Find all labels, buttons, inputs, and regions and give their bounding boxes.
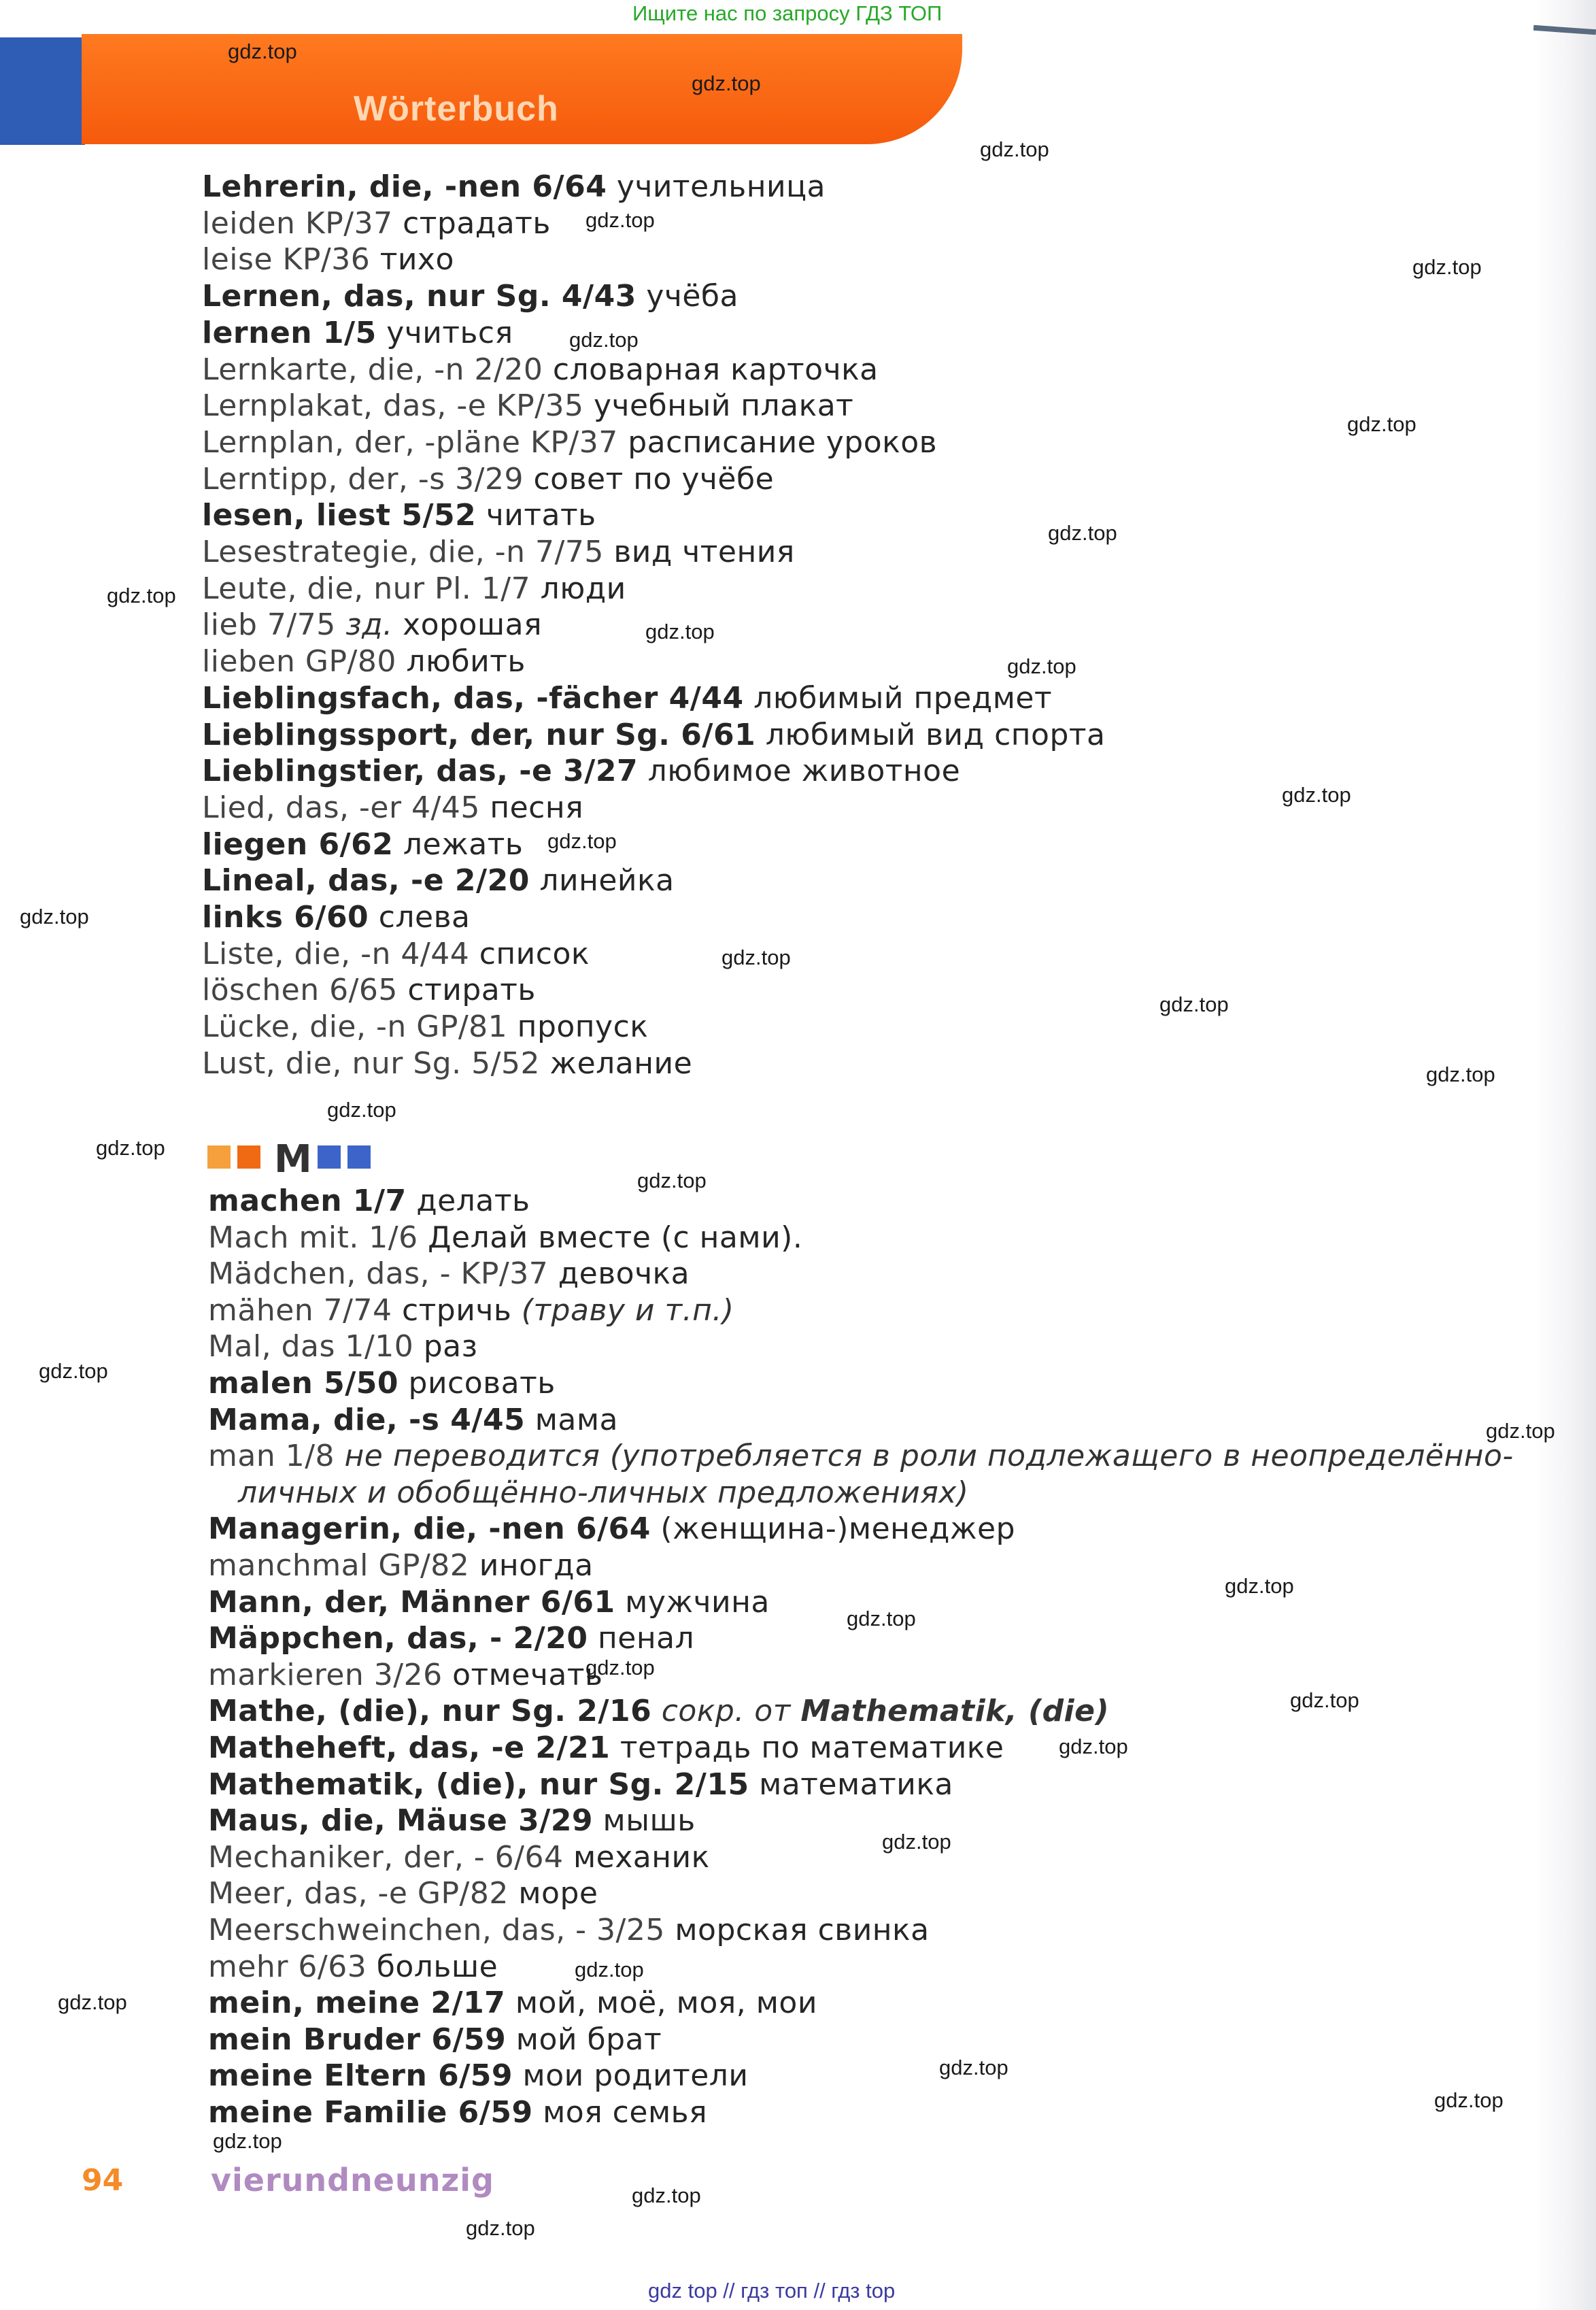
dictionary-entry (208, 1186, 530, 1216)
entry-translation: вид чтения (613, 535, 795, 569)
entry-translation: линейка (539, 863, 675, 899)
entry-translation: совет по учёбе (533, 461, 775, 497)
entry-note: не переводится (употребляется в роли подлежащего в неопределённо- (344, 1439, 1514, 1474)
watermark: gdz.top (20, 905, 89, 928)
entry-headword: Mach mit. 1/6 (208, 1220, 418, 1255)
watermark: gdz.top (58, 1990, 127, 2014)
entry-abbreviation: сокр. от (661, 1694, 791, 1729)
watermark: gdz.top (547, 829, 617, 853)
entry-headword: machen 1/7 (208, 1184, 407, 1218)
entry-translation: список (479, 936, 590, 971)
dictionary-entry (208, 1876, 598, 1911)
top-note: Ищите нас по запросу ГДЗ ТОП (632, 1, 943, 25)
dictionary-entry (208, 1803, 696, 1839)
entry-translation: учиться (386, 315, 513, 350)
entry-translation: учёба (646, 279, 739, 314)
watermark: gdz.top (1434, 2088, 1504, 2112)
entry-translation: читать (486, 498, 596, 533)
entry-headword: lieb 7/75 (202, 607, 336, 643)
entry-headword: Lernplan, der, -pläne KP/37 (202, 424, 618, 460)
entry-translation: пропуск (517, 1009, 649, 1045)
watermark: gdz.top (632, 2183, 701, 2207)
watermark: gdz.top (1225, 1574, 1294, 1598)
entry-headword: malen 5/50 (208, 1366, 399, 1401)
entry-translation: мой, моё, моя, мои (515, 1986, 817, 2021)
entry-translation: страдать (403, 205, 551, 241)
entry-headword: lernen 1/5 (202, 315, 377, 350)
entry-translation: пенал (597, 1621, 695, 1656)
section-square-3 (318, 1145, 341, 1169)
watermark: gdz.top (637, 1169, 707, 1192)
entry-headword: Mäppchen, das, - 2/20 (208, 1621, 588, 1656)
entry-headword: Lieblingssport, der, nur Sg. 6/61 (202, 717, 756, 752)
entry-headword: Lücke, die, -n GP/81 (202, 1009, 508, 1045)
entry-translation: любимый предмет (753, 680, 1053, 716)
entry-translation: мои родители (522, 2058, 749, 2094)
entry-headword: leise KP/36 (202, 242, 371, 278)
entry-headword: Lernen, das, nur Sg. 4/43 (202, 279, 636, 314)
entry-reference: Mathematik, (die) (800, 1694, 1110, 1729)
watermark: gdz.top (1486, 1419, 1555, 1443)
watermark: gdz.top (1007, 654, 1076, 678)
entry-abbreviation: зд. (345, 607, 393, 643)
watermark: gdz.top (1290, 1688, 1359, 1712)
watermark: gdz.top (645, 620, 715, 643)
section-letter: M (274, 1137, 312, 1182)
watermark: gdz.top (1048, 521, 1117, 545)
entry-headword: Mathe, (die), nur Sg. 2/16 (208, 1694, 652, 1729)
dictionary-entry (208, 1366, 556, 1401)
watermark: gdz.top (585, 1656, 655, 1679)
entry-headword: mein, meine 2/17 (208, 1986, 506, 2021)
watermark: gdz.top (939, 2056, 1008, 2079)
entry-translation: любить (406, 644, 526, 680)
dictionary-entry (208, 1402, 618, 1437)
entry-translation: стричь (401, 1292, 512, 1328)
entry-translation: мужчина (625, 1584, 770, 1620)
entry-headword: Meerschweinchen, das, - 3/25 (208, 1913, 665, 1947)
entry-headword: Lernkarte, die, -n 2/20 (202, 352, 543, 387)
entry-translation: лежать (403, 826, 524, 862)
watermark: gdz.top (585, 208, 655, 232)
dictionary-entry (208, 1439, 1514, 1474)
entry-translation: песня (490, 790, 584, 825)
entry-translation: стирать (407, 973, 536, 1008)
entry-translation: больше (376, 1949, 498, 1984)
entry-headword: links 6/60 (202, 900, 369, 935)
dictionary-entry (208, 1329, 478, 1365)
entry-translation: (женщина-)менеджер (660, 1511, 1016, 1547)
entry-headword: lesen, liest 5/52 (202, 498, 477, 533)
entry-headword: mähen 7/74 (208, 1292, 392, 1328)
dictionary-entry (208, 2095, 708, 2130)
entry-headword: Mal, das 1/10 (208, 1329, 414, 1365)
watermark: gdz.top (692, 71, 761, 95)
entry-headword: Mädchen, das, - KP/37 (208, 1256, 549, 1292)
entry-headword: Liste, die, -n 4/44 (202, 936, 470, 971)
dictionary-entry (208, 1256, 690, 1292)
watermark: gdz.top (882, 1830, 951, 1854)
dictionary-entry (208, 1986, 817, 2021)
watermark: gdz.top (1159, 992, 1229, 1016)
dictionary-entry (208, 1915, 930, 1945)
section-square-1 (207, 1145, 231, 1169)
entry-headword: Lieblingstier, das, -e 3/27 (202, 754, 639, 789)
entry-translation: мой брат (515, 2022, 662, 2057)
watermark: gdz.top (213, 2129, 282, 2153)
entry-translation: механик (573, 1839, 710, 1875)
watermark: gdz.top (1426, 1062, 1495, 1086)
entry-headword: lieben GP/80 (202, 644, 396, 680)
watermark: gdz.top (327, 1098, 396, 1122)
entry-translation: морская свинка (675, 1913, 930, 1947)
watermark: gdz.top (466, 2216, 535, 2240)
entry-translation: любимое животное (647, 754, 961, 789)
watermark: gdz.top (980, 137, 1049, 161)
watermark: gdz.top (96, 1136, 165, 1160)
entry-headword: mehr 6/63 (208, 1949, 367, 1984)
entry-headword: Lehrerin, die, -nen 6/64 (202, 169, 607, 204)
entry-headword: liegen 6/62 (202, 826, 394, 862)
dictionary-entry (208, 1220, 803, 1255)
page-number-word: vierundneunzig (211, 2162, 494, 2198)
entry-headword: Lieblingsfach, das, -fächer 4/44 (202, 680, 744, 716)
entry-translation: девочка (558, 1256, 690, 1292)
entry-translation: люди (540, 571, 626, 606)
entry-headword: Lesestrategie, die, -n 7/75 (202, 535, 604, 569)
entry-headword: Lust, die, nur Sg. 5/52 (202, 1045, 540, 1081)
entry-translation: раз (423, 1329, 478, 1365)
entry-translation: математика (759, 1767, 953, 1802)
entry-translation: расписание уроков (628, 424, 938, 460)
entry-headword: Mama, die, -s 4/45 (208, 1402, 526, 1437)
dictionary-entry (238, 1475, 969, 1510)
entry-headword: markieren 3/26 (208, 1657, 443, 1692)
entry-headword: meine Eltern 6/59 (208, 2058, 513, 2094)
page-title: Wörterbuch (354, 89, 559, 129)
entry-translation: делать (416, 1184, 530, 1218)
entry-translation: словарная карточка (552, 352, 879, 387)
watermark: gdz.top (1412, 255, 1482, 279)
entry-translation: моя семья (543, 2095, 708, 2130)
entry-headword: man 1/8 (208, 1439, 335, 1474)
entry-translation: желание (549, 1045, 693, 1081)
entry-headword: mein Bruder 6/59 (208, 2022, 507, 2057)
entry-translation: слева (378, 900, 471, 935)
section-square-2 (237, 1145, 260, 1169)
watermark: gdz.top (847, 1607, 916, 1630)
dictionary-entry (208, 1621, 695, 1656)
entry-headword: manchmal GP/82 (208, 1548, 470, 1583)
entry-headword: Mechaniker, der, - 6/64 (208, 1839, 564, 1875)
entry-translation: Делай вместе (с нами). (428, 1220, 803, 1255)
entry-translation: мышь (602, 1803, 696, 1839)
entry-headword: Lineal, das, -e 2/20 (202, 863, 530, 899)
dictionary-entry (208, 1730, 1004, 1765)
entry-headword: löschen 6/65 (202, 973, 398, 1008)
entry-translation: море (518, 1876, 598, 1911)
entry-translation: тетрадь по математике (619, 1730, 1004, 1765)
watermark: gdz.top (569, 328, 639, 352)
watermark: gdz.top (39, 1359, 108, 1383)
watermark: gdz.top (228, 39, 297, 63)
entry-translation: любимый вид спорта (765, 717, 1106, 752)
dictionary-entry (208, 1511, 1016, 1547)
entry-note: личных и обобщённо-личных предложениях) (238, 1475, 969, 1510)
entry-translation: иногда (479, 1548, 594, 1583)
bottom-note: gdz top // гдз топ // гдз top (648, 2279, 896, 2303)
entry-translation: тихо (379, 242, 454, 278)
entry-translation: учебный плакат (593, 388, 854, 424)
section-square-4 (347, 1145, 371, 1169)
entry-headword: Lied, das, -er 4/45 (202, 790, 480, 825)
watermark: gdz.top (575, 1958, 644, 1981)
entry-headword: Mathematik, (die), nur Sg. 2/15 (208, 1767, 749, 1802)
entry-headword: Leute, die, nur Pl. 1/7 (202, 571, 531, 606)
entry-translation: учительница (616, 169, 826, 204)
entry-headword: Matheheft, das, -e 2/21 (208, 1730, 611, 1765)
entry-headword: Managerin, die, -nen 6/64 (208, 1511, 651, 1547)
dictionary-entry (208, 1839, 710, 1875)
entry-translation: хорошая (403, 607, 543, 643)
dictionary-entry (208, 1548, 594, 1583)
dictionary-entry (208, 1694, 1110, 1729)
watermark: gdz.top (1282, 783, 1351, 807)
dictionary-entry (208, 1767, 953, 1802)
entry-headword: Mann, der, Männer 6/61 (208, 1584, 615, 1620)
watermark: gdz.top (721, 945, 791, 969)
watermark: gdz.top (1059, 1735, 1128, 1758)
entry-translation: отмечать (452, 1657, 603, 1692)
entry-headword: Meer, das, -e GP/82 (208, 1876, 509, 1911)
entry-headword: meine Familie 6/59 (208, 2095, 533, 2130)
page-number: 94 (82, 2163, 124, 2198)
entry-note: (траву и т.п.) (521, 1292, 734, 1328)
entry-headword: Lernplakat, das, -e KP/35 (202, 388, 584, 424)
entry-headword: leiden KP/37 (202, 205, 393, 241)
dictionary-entry (208, 2022, 662, 2057)
entry-headword: Lerntipp, der, -s 3/29 (202, 461, 524, 497)
dictionary-entry (208, 1292, 734, 1328)
entry-translation: рисовать (408, 1366, 556, 1401)
dictionary-entry (208, 2058, 749, 2094)
watermark: gdz.top (1347, 412, 1416, 436)
watermark: gdz.top (107, 584, 176, 607)
dictionary-entry (208, 1949, 498, 1984)
entry-headword: Maus, die, Mäuse 3/29 (208, 1803, 594, 1839)
entry-translation: мама (534, 1402, 618, 1437)
dictionary-entry (208, 1584, 770, 1620)
dictionary-entry (208, 1657, 603, 1692)
